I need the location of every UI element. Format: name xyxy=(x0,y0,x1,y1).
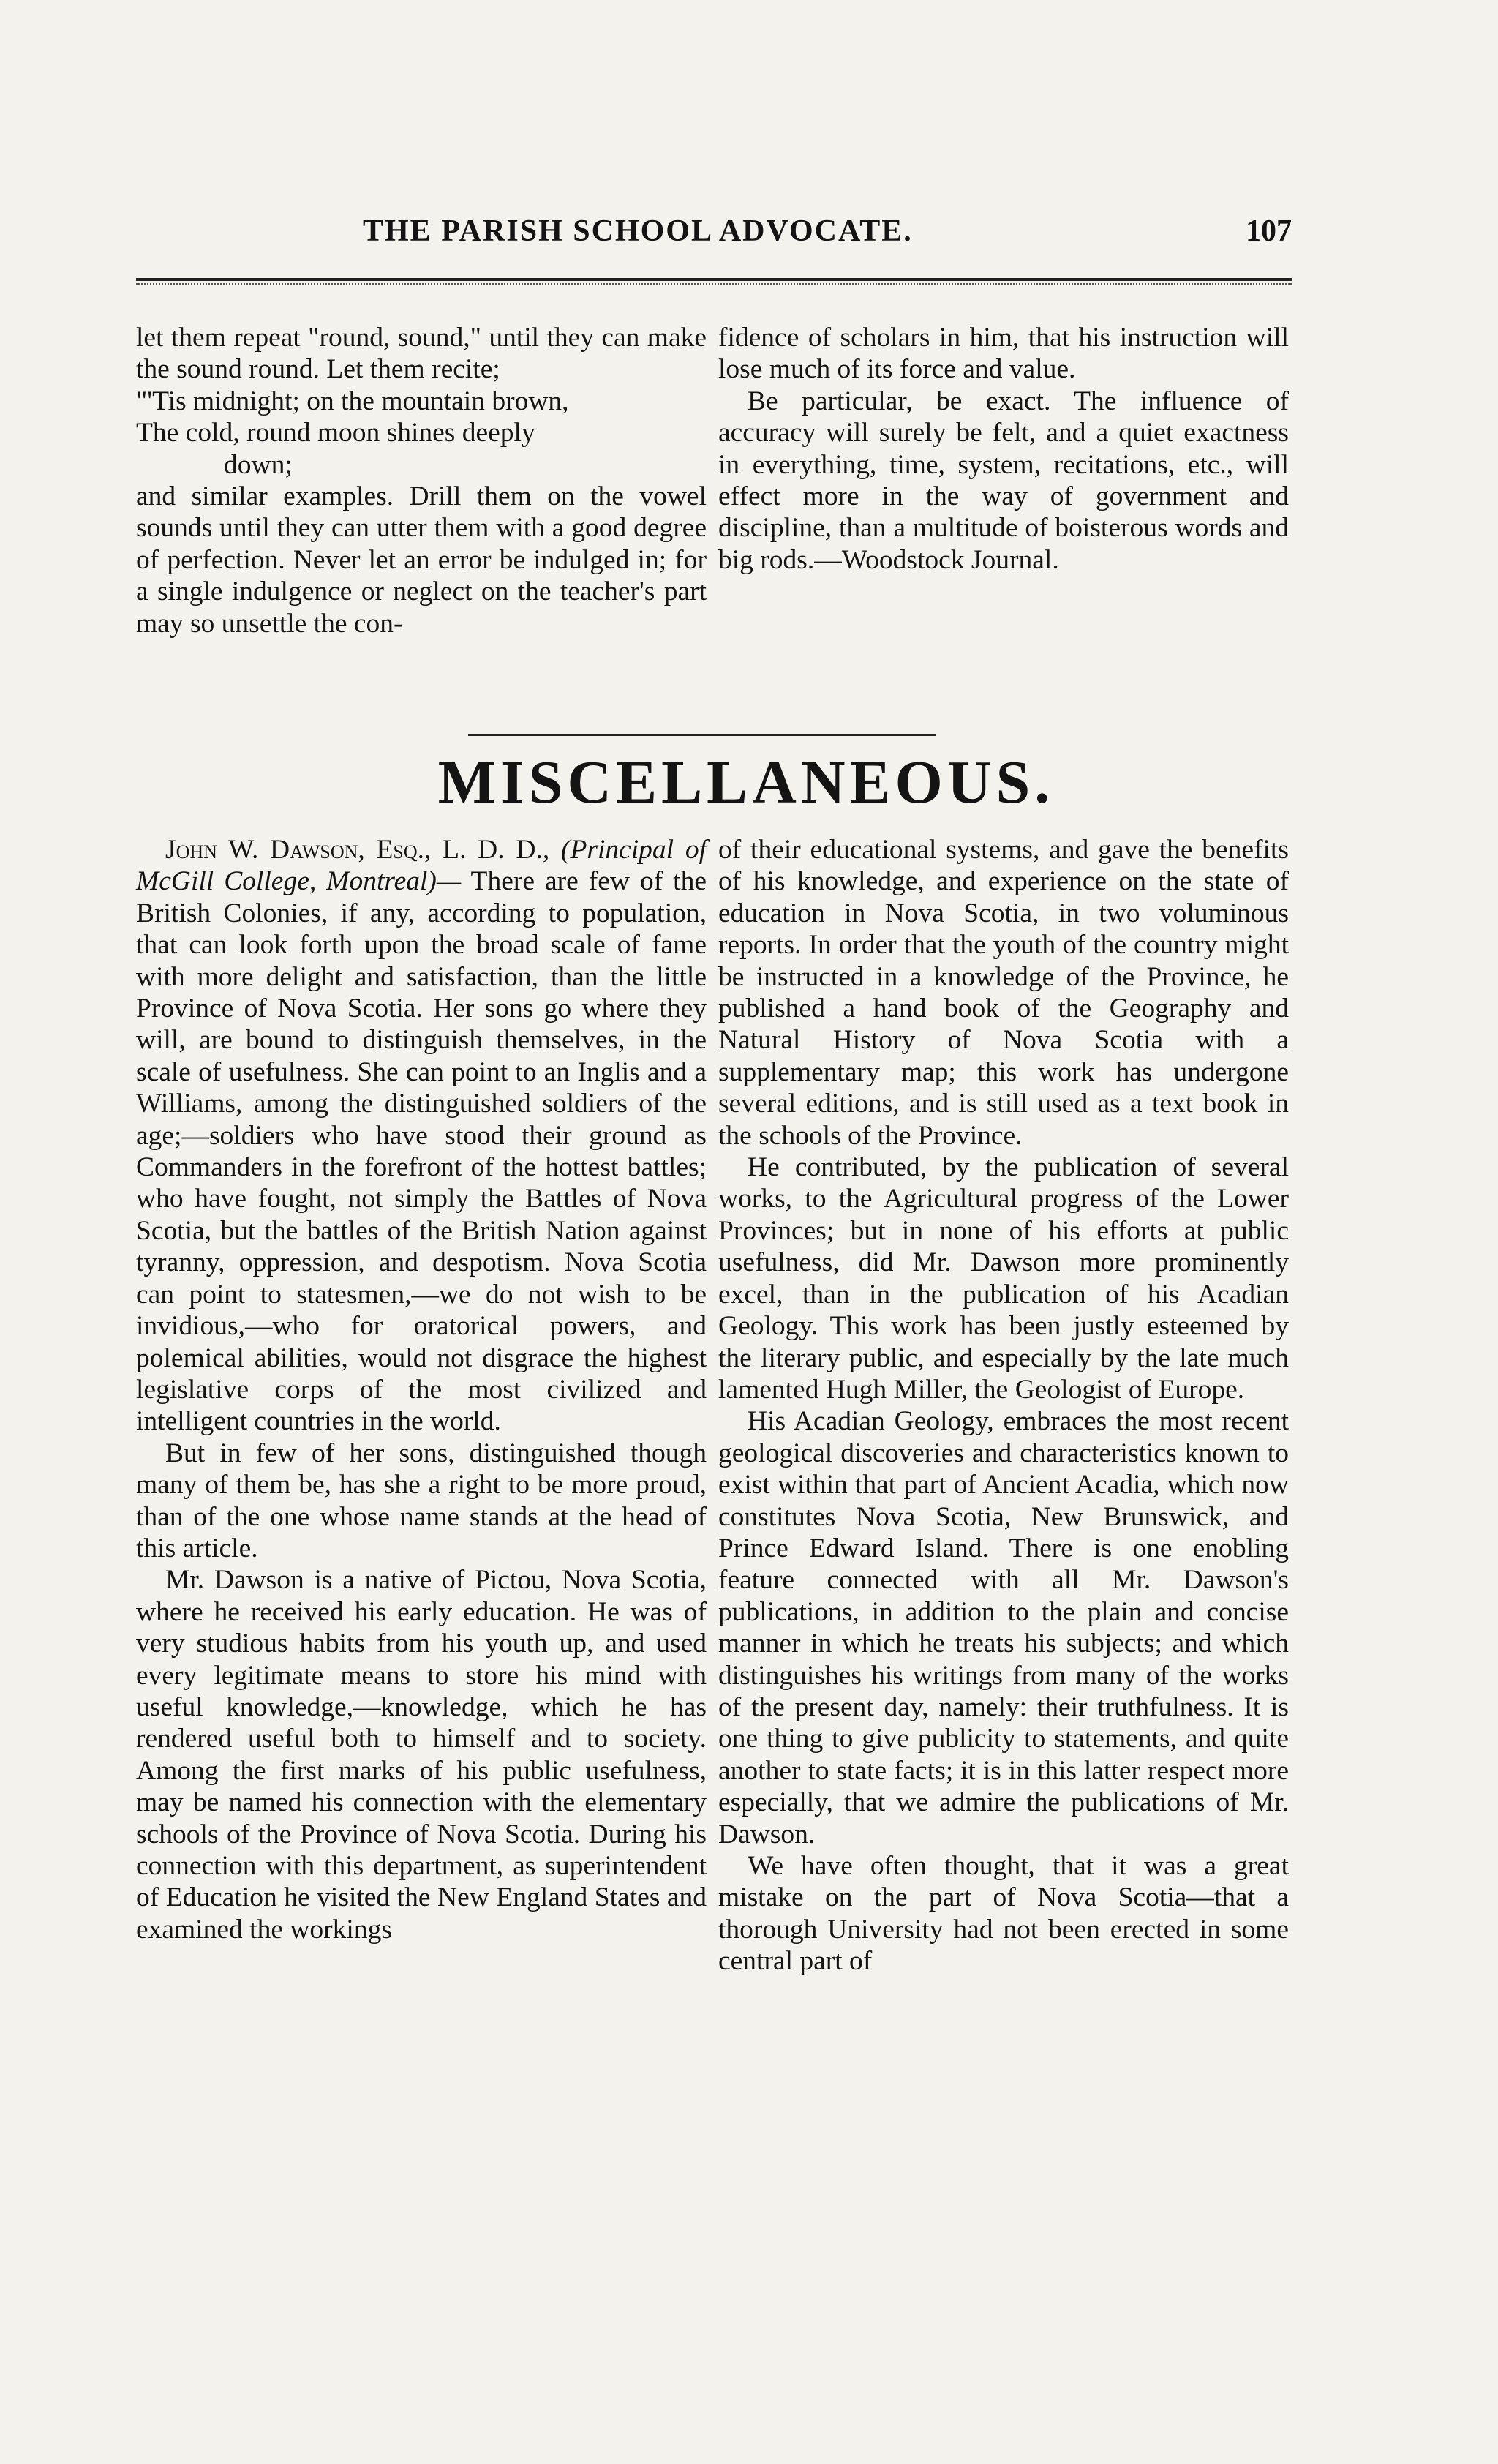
paragraph: His Acadian Geology, embraces the most recent geological discoveries and characteristics known to exist within that part of Ancient Acadia, which now constitutes Nova Scotia, New Brunswick, and Prince Edward Island. There is one enobling feature connected with all Mr. Dawson's publications, in addition to the plain and concise manner in which he treats his subjects; and which distinguishes his writings from many of the works of the present day, namely: their truthfulness. It is one thing to give publicity to statements, and quite another to state facts; it is in this latter respect more especially, that we admire the publications of Mr. Dawson. xyxy=(718,1406,1289,1849)
verse-text: The cold, round moon shines deeply xyxy=(136,418,535,448)
section-heading: MISCELLANEOUS. xyxy=(437,748,1055,816)
bottom-right-column xyxy=(718,834,1289,2414)
page-number: 107 xyxy=(1246,214,1292,248)
paragraph: There are few of the British Colonies, if any, according to population, that can look forth upon the broad scale of fame with more delight and satisfaction, than the little Province of Nova Scotia. Her sons go where they will, are bound to distinguish themselves, in the scale of usefulness. She can point to an Inglis and a Williams, among the distinguished soldiers of the age;—soldiers who have stood their ground as Commanders in the forefront of the hottest battles; who have fought, not simply the Battles of Nova Scotia, but the battles of the British Nation against tyranny, oppression, and despotism. Nova Scotia can point to statesmen,—we do not wish to be invidious,—who for oratorical powers, and polemical abilities, would not disgrace the highest legislative corps of the most civilized and intelligent countries in the world. xyxy=(136,866,707,1437)
article-byline xyxy=(136,834,707,1438)
verse-continuation: down; xyxy=(224,449,293,480)
paragraph: of their educational systems, and gave the benefits of his knowledge, and experience on the state of education in Nova Scotia, in two voluminous reports. In order that the youth of the country might be instructed in a knowledge of the Province, he published a hand book of the Geography and Natural History of Nova Scotia with a supplementary map; this work has undergone several editions, and is still used as a text book in the schools of the Province. xyxy=(718,835,1289,1151)
top-left-column xyxy=(136,322,707,732)
section-rule xyxy=(468,734,936,736)
paragraph: Mr. Dawson is a native of Pictou, Nova Scotia, where he received his early education. He was of very studious habits from his youth up, and used every legitimate means to store his mind with useful knowledge,—knowledge, which he has rendered useful both to himself and to society. Among the first marks of his public usefulness, may be named his connection with the elementary schools of the Province of Nova Scotia. During his connection with this department, as superintendent of Education he visited the New England States and examined the workings xyxy=(136,1565,707,1945)
paragraph: We have often thought, that it was a great mistake on the part of Nova Scotia—that a thorough University had not been erected in some central part of xyxy=(718,1851,1289,1977)
paragraph: let them repeat "round, sound," until they can make the sound round. Let them recite; xyxy=(136,323,707,385)
paragraph: But in few of her sons, distinguished though many of them be, has she a right to be more proud, than of the one whose name stands at the head of this article. xyxy=(136,1438,707,1563)
bottom-left-column xyxy=(136,834,707,2414)
running-head xyxy=(136,214,1292,265)
paragraph: He contributed, by the publication of several works, to the Agricultural progress of the Lower Provinces; but in none of his efforts at public usefulness, did Mr. Dawson more prominently excel, than in the publication of his Acadian Geology. This work has been justly esteemed by the literary public, and especially by the late much lamented Hugh Miller, the Geologist of Europe. xyxy=(718,1152,1289,1405)
header-rule xyxy=(136,278,1292,285)
verse-line xyxy=(136,417,707,481)
paragraph: fidence of scholars in him, that his instruction will lose much of its force and value. xyxy=(718,323,1289,385)
verse-line: "'Tis midnight; on the mountain brown, xyxy=(136,386,569,416)
paragraph: and similar examples. Drill them on the vowel sounds until they can utter them with a good degree of perfection. Never let an error be indulged in; for a single indulgence or neglect on the teacher's part may so unsettle the con- xyxy=(136,481,707,639)
byline-title: (Principal of McGill College, Montreal)— xyxy=(136,835,707,897)
paragraph: Be particular, be exact. The influence of accuracy will surely be felt, and a quiet exactness in everything, time, system, recitations, etc., will effect more in the way of government and discipline, than a multitude of boisterous words and big rods.—Woodstock Journal. xyxy=(718,386,1289,575)
top-right-column xyxy=(718,322,1289,732)
running-title: THE PARISH SCHOOL ADVOCATE. xyxy=(363,214,913,248)
byline-name: John W. Dawson, Esq., L. D. D., xyxy=(165,835,550,865)
